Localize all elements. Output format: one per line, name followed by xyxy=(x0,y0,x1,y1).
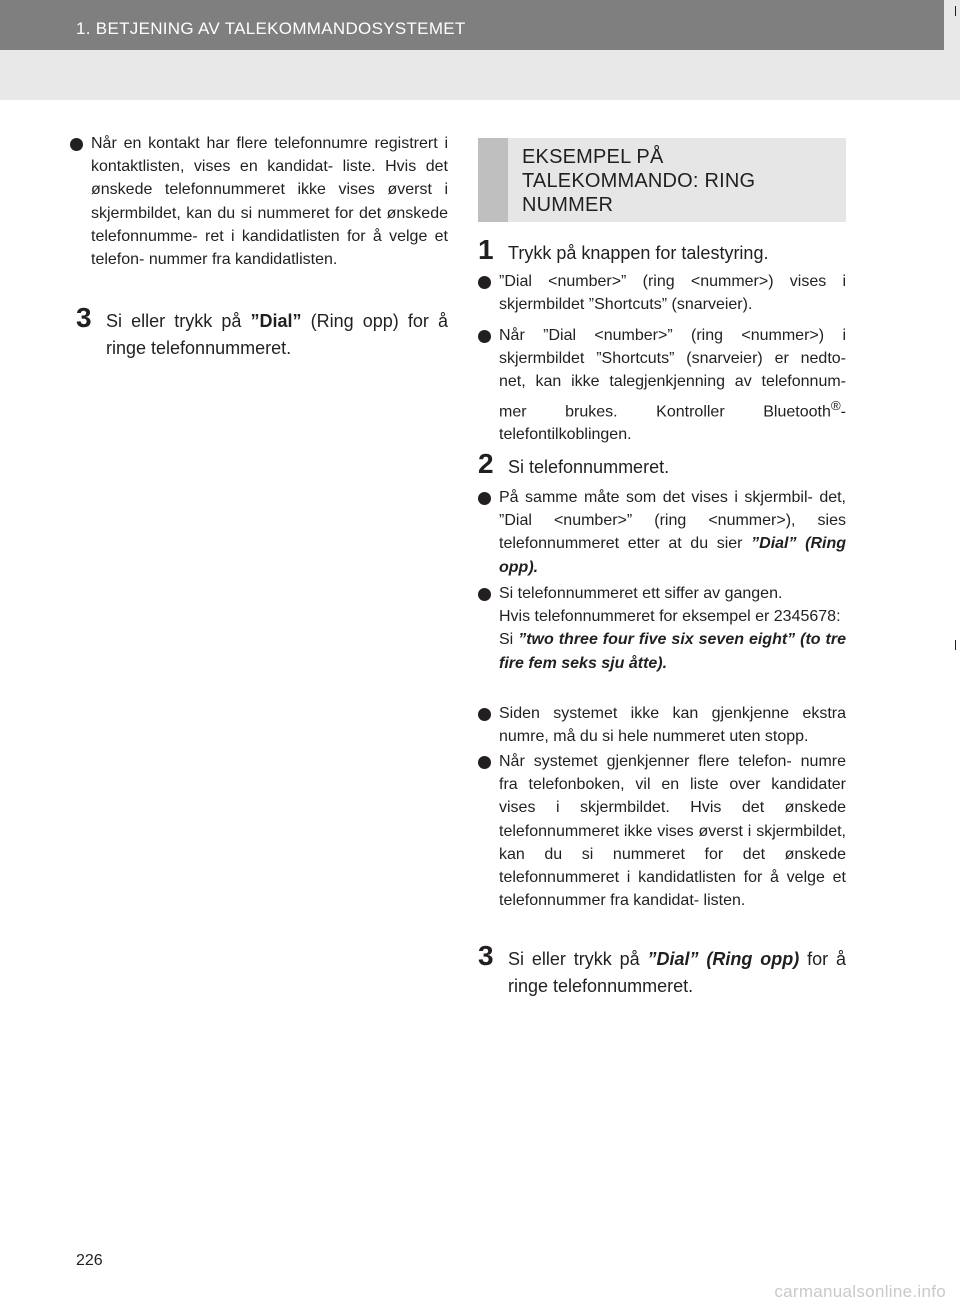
left-step-3 xyxy=(76,302,448,362)
bullet-dot-icon xyxy=(478,708,491,721)
bullet-line: Hvis telefonnummeret for eksempel er 2345678: xyxy=(499,608,841,626)
right-bullet-dimmed xyxy=(478,324,846,446)
registered-mark: ® xyxy=(830,397,841,413)
step-text-suffix: (Ring opp) for å ringe telefonnummeret. xyxy=(106,311,448,358)
bullet-line: Si telefonnummeret ett siffer av gangen. xyxy=(499,585,783,602)
step-number: 3 xyxy=(478,940,494,971)
section-heading-tab xyxy=(478,138,508,222)
bullet-text: Siden systemet ikke kan gjenkjenne ekstra numre, må du si hele nummeret uten stopp. xyxy=(499,705,846,746)
bullet-text: På samme måte som det vises i skjermbil- det, ”Dial <number>” (ring <nummer>), sies telefonnummeret etter at du sier xyxy=(499,489,846,553)
bullet-dot-icon xyxy=(478,588,491,601)
page-number: 226 xyxy=(76,1252,103,1269)
example-command: ”two three four five six seven eight” (to tre fire fem seks sju åtte). xyxy=(499,631,847,672)
step-number: 2 xyxy=(478,448,494,479)
trim-mark xyxy=(955,640,956,650)
bullet-text: Når ”Dial <number>” (ring <nummer>) i skjermbildet ”Shortcuts” (snarveier) er nedto- net, kan ikke talegjenkjenning av telefonnum- mer brukes. Kontroller Bluetooth xyxy=(499,327,846,420)
bullet-text-end: - telefontilkoblingen. xyxy=(499,402,846,444)
right-step-3 xyxy=(478,940,846,1000)
step-text-prefix: Si eller trykk på xyxy=(508,949,648,969)
left-bullet-candidates xyxy=(70,132,448,271)
bullet-text: ”Dial <number>” (ring <nummer>) vises i skjermbildet ”Shortcuts” (snarveier). xyxy=(499,273,846,314)
section-heading-box xyxy=(478,138,846,222)
right-bullet-digits xyxy=(478,582,846,675)
bullet-dot-icon xyxy=(478,492,491,505)
bullet-dot-icon xyxy=(70,138,83,151)
header-bar xyxy=(0,0,944,50)
bullet-dot-icon xyxy=(478,330,491,343)
dial-command: ”Dial” (Ring opp). xyxy=(499,535,846,576)
watermark: carmanualsonline.info xyxy=(774,1282,946,1301)
left-bullet-text: Når en kontakt har flere telefonnumre registrert i kontaktlisten, vises en kandidat- liste. Hvis det ønskede telefonnummeret ikke vises øverst i skjermbildet, kan du si nummeret for det ønskede telefonnumme- ret i kandidatlisten for å velge et telefon- nummer fra kandidatlisten. xyxy=(91,135,448,269)
trim-mark xyxy=(955,6,956,16)
step-text: Si telefonnummeret. xyxy=(508,457,670,477)
step-text-suffix: for å ringe telefonnummeret. xyxy=(508,949,846,996)
bullet-dot-icon xyxy=(478,756,491,769)
step-number: 1 xyxy=(478,234,494,265)
step-text-prefix: Si eller trykk på xyxy=(106,311,251,331)
bullet-prefix: Si xyxy=(499,631,519,649)
right-bullet-extra-numbers xyxy=(478,702,846,748)
chapter-title: 1. BETJENING AV TALEKOMMANDOSYSTEMET xyxy=(76,19,466,38)
right-bullet-multiple xyxy=(478,750,846,912)
dial-command: ”Dial” (Ring opp) xyxy=(647,949,800,969)
dial-command: ”Dial” xyxy=(250,311,302,331)
right-step-1 xyxy=(478,234,846,267)
right-bullet-same-way xyxy=(478,486,846,579)
right-bullet-shortcuts xyxy=(478,270,846,316)
bullet-dot-icon xyxy=(478,276,491,289)
bullet-text: Når systemet gjenkjenner flere telefon- numre fra telefonboken, vil en liste over kandidater vises i skjermbildet. Hvis det ønskede telefonnummeret ikke vises øverst i skjermbildet, kan du si nummeret for det ønskede telefonnummeret i kandidatlisten for å velge et telefonnummer fra kandidat- listen. xyxy=(499,753,846,910)
section-title: EKSEMPEL PÅ TALEKOMMANDO: RING NUMMER xyxy=(522,146,756,216)
right-step-2 xyxy=(478,448,846,481)
step-number: 3 xyxy=(76,302,92,333)
step-text: Trykk på knappen for talestyring. xyxy=(508,243,769,263)
